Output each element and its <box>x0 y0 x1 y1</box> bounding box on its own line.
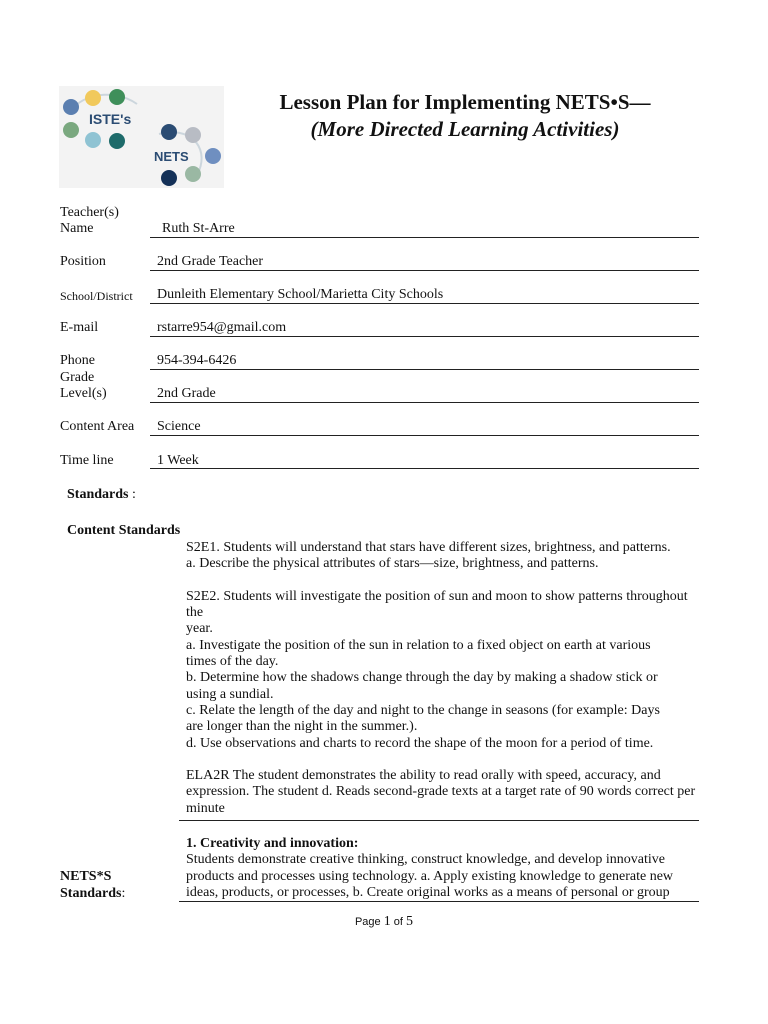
nets-heading: 1. Creativity and innovation: <box>186 836 359 851</box>
school-label: School/District <box>60 289 133 303</box>
nets-standards-text <box>186 836 701 901</box>
grade-underline <box>150 402 699 403</box>
content-area-underline <box>150 435 699 436</box>
standard-line: using a sundial. <box>186 686 274 702</box>
teacher-label-line2: Name <box>60 221 94 236</box>
standard-line: year. <box>186 621 213 637</box>
standard-line: b. Determine how the shadows change through the day by making a shadow stick or <box>186 670 658 686</box>
standard-line: ELA2R The student demonstrates the ability to read orally with speed, accuracy, and <box>186 768 661 784</box>
logo-iste-text: ISTE's <box>89 111 132 127</box>
grade-label-line1: Grade <box>60 370 95 385</box>
school-value: Dunleith Elementary School/Marietta City Schools <box>157 287 444 302</box>
standard-line: expression. The student d. Reads second-grade texts at a target rate of 90 words correct per <box>186 784 696 800</box>
logo-dot <box>161 124 177 140</box>
content-standards-text <box>186 540 701 817</box>
content-area-label: Content Area <box>60 419 135 434</box>
standard-line <box>186 573 701 589</box>
content-standards-divider <box>179 820 699 821</box>
content-area-value: Science <box>157 419 201 434</box>
content-standards-heading: Content Standards <box>67 523 181 538</box>
standards-heading: Standards : <box>67 487 136 502</box>
standard-line: S2E1. Students will understand that stars have different sizes, brightness, and patterns. <box>186 540 671 555</box>
logo-dot <box>63 122 79 138</box>
logo-dot <box>161 170 177 186</box>
teacher-name-value: Ruth St-Arre <box>162 221 235 236</box>
standard-line <box>186 752 701 768</box>
document-subtitle: (More Directed Learning Activities) <box>310 117 620 141</box>
standard-line: a. Describe the physical attributes of stars—size, brightness, and patterns. <box>186 556 599 572</box>
phone-label: Phone <box>60 353 95 368</box>
nets-line: Students demonstrate creative thinking, construct knowledge, and develop innovative <box>186 852 665 868</box>
page-number: 1 <box>383 914 391 929</box>
standard-line: c. Relate the length of the day and night to the change in seasons (for example: Days <box>186 702 660 718</box>
logo-nets-text: NETS <box>154 149 189 164</box>
nets-standards-label: NETS*S Standards: <box>60 869 126 901</box>
standard-line: are longer than the night in the summer.). <box>186 719 418 735</box>
position-label: Position <box>60 254 106 269</box>
grade-value: 2nd Grade <box>157 386 216 401</box>
logo-dot <box>85 132 101 148</box>
teacher-label-line1: Teacher(s) <box>60 205 119 220</box>
standard-line: the <box>186 605 204 621</box>
logo-dot <box>185 127 201 143</box>
phone-value: 954-394-6426 <box>157 353 237 368</box>
logo-dot <box>109 89 125 105</box>
logo-dot <box>185 166 201 182</box>
position-value: 2nd Grade Teacher <box>157 254 264 269</box>
email-label: E-mail <box>60 320 99 335</box>
page-footer <box>0 914 768 930</box>
email-underline <box>150 336 699 337</box>
logo-dot <box>85 90 101 106</box>
standard-line: d. Use observations and charts to record the shape of the moon for a period of time. <box>186 735 654 751</box>
nets-line: products and processes using technology. a. Apply existing knowledge to generate new <box>186 868 674 884</box>
logo-dot <box>205 148 221 164</box>
phone-underline <box>150 369 699 370</box>
standard-line: minute <box>186 800 225 816</box>
iste-nets-logo <box>59 86 224 188</box>
teacher-underline <box>150 237 699 238</box>
school-underline <box>150 303 699 304</box>
timeline-value: 1 Week <box>157 453 199 468</box>
standard-line: times of the day. <box>186 654 279 670</box>
grade-label-line2: Level(s) <box>60 386 107 401</box>
page-word: Page <box>354 916 384 928</box>
nets-divider <box>179 901 699 902</box>
standard-line: a. Investigate the position of the sun in relation to a fixed object on earth at various <box>186 637 651 653</box>
timeline-underline <box>150 468 699 469</box>
email-value: rstarre954@gmail.com <box>157 320 287 335</box>
document-title: Lesson Plan for Implementing NETS•S— <box>279 90 651 114</box>
logo-dot <box>63 99 79 115</box>
logo-dot <box>109 133 125 149</box>
timeline-label: Time line <box>60 453 114 468</box>
position-underline <box>150 270 699 271</box>
page-total: 5 <box>406 914 414 929</box>
nets-line: ideas, products, or processes, b. Create original works as a means of personal or group <box>186 884 670 900</box>
standard-line: S2E2. Students will investigate the position of sun and moon to show patterns throughout <box>186 588 688 604</box>
of-word: of <box>390 916 407 928</box>
